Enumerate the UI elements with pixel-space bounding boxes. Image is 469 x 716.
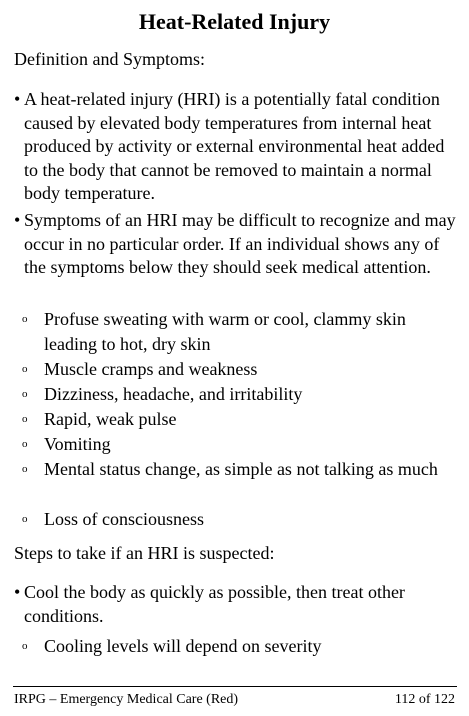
step-sub-item (22, 634, 454, 659)
symptom-item (22, 407, 454, 432)
sub-bullet-mark: o (22, 313, 28, 325)
bullet-mark: • (14, 210, 21, 230)
page-number: 112 of 122 (394, 692, 455, 707)
symptom-text: Vomiting (44, 434, 111, 454)
footer-source: IRPG – Emergency Medical Care (Red) (14, 692, 239, 707)
bullet-item (14, 581, 460, 628)
footer-divider (13, 686, 457, 687)
sub-bullet-mark: o (22, 640, 28, 652)
symptom-text: Dizziness, headache, and irritability (44, 384, 303, 404)
symptom-text: Profuse sweating with warm or cool, clammy skin leading to hot, dry skin (44, 309, 406, 354)
steps-heading: Steps to take if an HRI is suspected: (14, 543, 275, 563)
step-sub-text: Cooling levels will depend on severity (44, 636, 322, 656)
symptom-text: Loss of consciousness (44, 509, 204, 529)
sub-bullet-mark: o (22, 513, 28, 525)
symptom-item (22, 382, 454, 407)
sub-bullet-mark: o (22, 438, 28, 450)
symptom-text: Mental status change, as simple as not talking as much (44, 459, 438, 479)
bullet-mark: • (14, 582, 21, 602)
symptom-item (22, 432, 454, 457)
page-title: Heat-Related Injury (138, 9, 331, 34)
bullet-mark: • (14, 89, 21, 109)
bullet-text: A heat-related injury (HRI) is a potentially fatal condition caused by elevated body temperatures from internal heat produced by activity or external environmental heat added to the body that cannot be removed to maintain a normal body temperature. (24, 89, 445, 203)
symptom-item (22, 357, 454, 382)
sub-bullet-mark: o (22, 413, 28, 425)
bullet-text: Symptoms of an HRI may be difficult to recognize and may occur in no particular order. If an individual shows any of the symptoms below they should seek medical attention. (24, 210, 456, 277)
symptom-item (22, 457, 454, 482)
bullet-item (14, 88, 460, 206)
symptom-item (22, 507, 454, 532)
bullet-text: Cool the body as quickly as possible, then treat other conditions. (24, 582, 405, 626)
symptom-item (22, 307, 454, 357)
bullet-item (14, 209, 460, 280)
sub-bullet-mark: o (22, 463, 28, 475)
symptom-text: Muscle cramps and weakness (44, 359, 258, 379)
sub-bullet-mark: o (22, 388, 28, 400)
symptom-text: Rapid, weak pulse (44, 409, 177, 429)
definition-heading: Definition and Symptoms: (14, 49, 205, 69)
sub-bullet-mark: o (22, 363, 28, 375)
